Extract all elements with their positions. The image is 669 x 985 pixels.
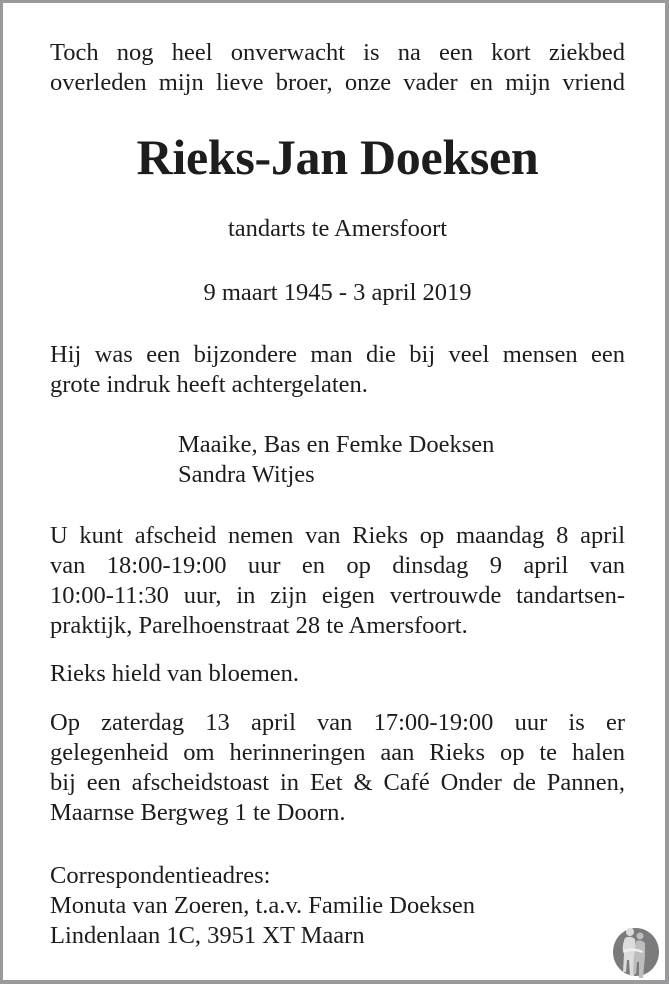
visitation-line-2: van 18:00-19:00 uur en op dinsdag 9 april van	[50, 552, 625, 579]
correspondence-line-1: Monuta van Zoeren, t.a.v. Familie Doeksen	[50, 892, 476, 919]
intro-line-2: overleden mijn lieve broer, onze vader en mijn vriend	[50, 69, 625, 96]
gathering-line-4: Maarnse Bergweg 1 te Doorn.	[50, 799, 346, 826]
gathering-line-1: Op zaterdag 13 april van 17:00-19:00 uur is er	[50, 709, 625, 736]
correspondence-line-2: Lindenlaan 1C, 3951 XT Maarn	[50, 922, 365, 949]
gathering-line-2: gelegenheid om herinneringen aan Rieks op te halen	[50, 739, 625, 766]
tribute-line-2: grote indruk heeft achtergelaten.	[50, 371, 368, 398]
intro-line-1: Toch nog heel onverwacht is na een kort ziekbed	[50, 39, 625, 66]
embracing-figures-circle-icon	[612, 924, 660, 980]
deceased-name: Rieks-Jan Doeksen	[136, 129, 539, 185]
visitation-line-4: praktijk, Parelhoenstraat 28 te Amersfoort.	[50, 612, 468, 639]
correspondence-label: Correspondentieadres:	[50, 862, 271, 889]
family-line-2: Sandra Witjes	[178, 461, 315, 488]
visitation-line-1: U kunt afscheid nemen van Rieks op maandag 8 april	[50, 522, 625, 549]
visitation-line-3: 10:00-11:30 uur, in zijn eigen vertrouwde tandartsen-	[50, 582, 625, 609]
gathering-line-3: bij een afscheidstoast in Eet & Café Onder de Pannen,	[50, 769, 625, 796]
tribute-line-1: Hij was een bijzondere man die bij veel mensen een	[50, 341, 625, 368]
profession: tandarts te Amersfoort	[227, 215, 448, 242]
flowers-note: Rieks hield van bloemen.	[50, 660, 300, 687]
life-dates: 9 maart 1945 - 3 april 2019	[203, 279, 472, 306]
family-line-1: Maaike, Bas en Femke Doeksen	[178, 431, 495, 458]
